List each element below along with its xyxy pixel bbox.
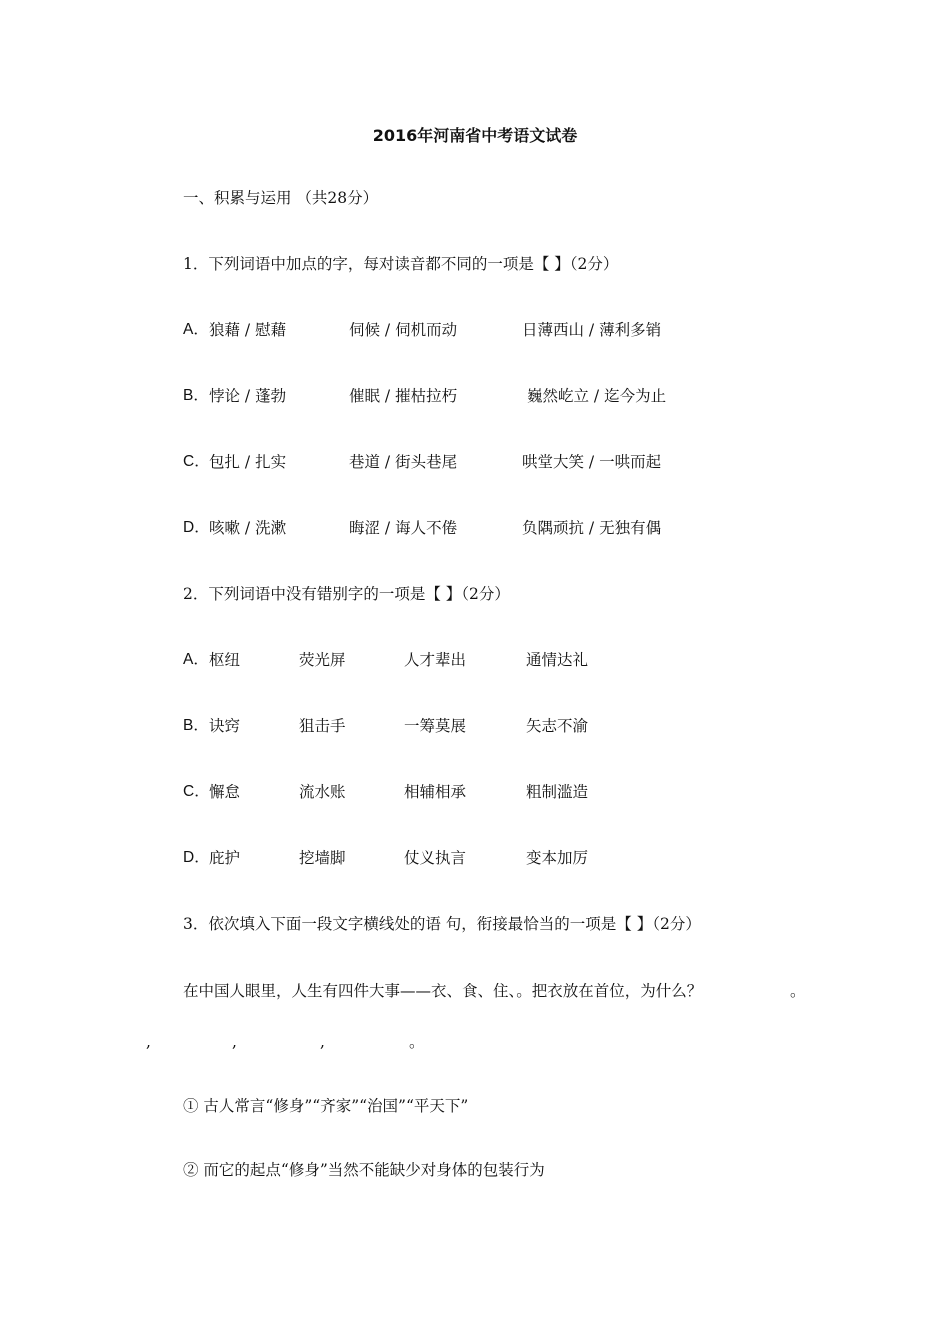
q2-option-c-label: C． [183, 783, 210, 800]
q1-option-b-pair3: 巍然屹立 / 迄今为止 [527, 387, 667, 405]
q3-passage-line1-end: 。 [790, 982, 806, 1000]
q1-option-d-pair1: 咳嗽 / 洗漱 [209, 519, 287, 537]
q2-option-b-word1: 诀窍 [209, 717, 241, 735]
q1-option-b-pair2: 催眠 / 摧枯拉朽 [349, 387, 458, 405]
q1-option-a-pair2: 伺候 / 伺机而动 [349, 321, 458, 339]
q1-option-c-pair3: 哄堂大笑 / 一哄而起 [522, 453, 662, 471]
q1-option-c-pair1: 包扎 / 扎实 [209, 453, 287, 471]
q2-option-d-word3: 仗义执言 [404, 849, 467, 867]
q3-passage-line1: 在中国人眼里，人生有四件大事——衣、食、住、。把衣放在首位，为什么？ [183, 982, 703, 1000]
q1-option-c-pair2: 巷道 / 街头巷尾 [349, 453, 458, 471]
q3-passage-mark-2: , [232, 1033, 237, 1051]
q2-option-b-word3: 一筹莫展 [404, 717, 467, 735]
q1-option-c-label: C． [183, 453, 210, 470]
q2-option-d-word1: 庇护 [209, 849, 241, 867]
q3-passage-mark-1: , [146, 1033, 151, 1051]
q2-option-a-word3: 人才辈出 [404, 651, 467, 669]
q2-option-a-word1: 枢纽 [209, 651, 241, 669]
q2-option-b-word2: 狙击手 [299, 717, 346, 735]
section-heading: 一、积累与运用 （共28分） [183, 189, 379, 207]
q1-option-a-pair1: 狼藉 / 慰藉 [209, 321, 287, 339]
q2-option-a-label: A． [183, 651, 209, 668]
page-title: 2016年河南省中考语文试卷 [372, 126, 578, 145]
question-1-stem: 1．下列词语中加点的字，每对读音都不同的一项是【 】（2分） [183, 255, 619, 273]
q2-option-c-word3: 相辅相承 [404, 783, 467, 801]
q1-option-b-pair1: 悖论 / 蓬勃 [209, 387, 287, 405]
q2-option-b-label: B． [183, 717, 209, 734]
q1-option-b-label: B． [183, 387, 209, 404]
q3-sentence-1: ① 古人常言“修身”“齐家”“治国”“平天下” [183, 1097, 469, 1115]
q1-option-d-pair3: 负隅顽抗 / 无独有偶 [522, 519, 662, 537]
q2-option-d-label: D． [183, 849, 210, 866]
q2-option-c-word1: 懈怠 [209, 783, 241, 801]
q2-option-a-word2: 荧光屏 [299, 651, 346, 669]
q2-option-b-word4: 矢志不渝 [526, 717, 589, 735]
q3-sentence-2: ② 而它的起点“修身”当然不能缺少对身体的包装行为 [183, 1161, 545, 1179]
q2-option-c-word4: 粗制滥造 [526, 783, 589, 801]
q1-option-d-pair2: 晦涩 / 诲人不倦 [349, 519, 458, 537]
q3-passage-mark-3: , [320, 1033, 325, 1051]
q1-option-a-label: A． [183, 321, 209, 338]
q2-option-d-word4: 变本加厉 [526, 849, 589, 867]
q1-option-d-label: D． [183, 519, 210, 536]
q2-option-d-word2: 挖墙脚 [299, 849, 346, 867]
q3-passage-mark-4: 。 [409, 1033, 425, 1051]
q2-option-c-word2: 流水账 [299, 783, 346, 801]
question-3-stem: 3．依次填入下面一段文字横线处的语 句，衔接最恰当的一项是【 】（2分） [183, 915, 701, 933]
q1-option-a-pair3: 日薄西山 / 薄利多销 [522, 321, 662, 339]
q2-option-a-word4: 通情达礼 [526, 651, 589, 669]
question-2-stem: 2．下列词语中没有错别字的一项是【 】（2分） [183, 585, 510, 603]
